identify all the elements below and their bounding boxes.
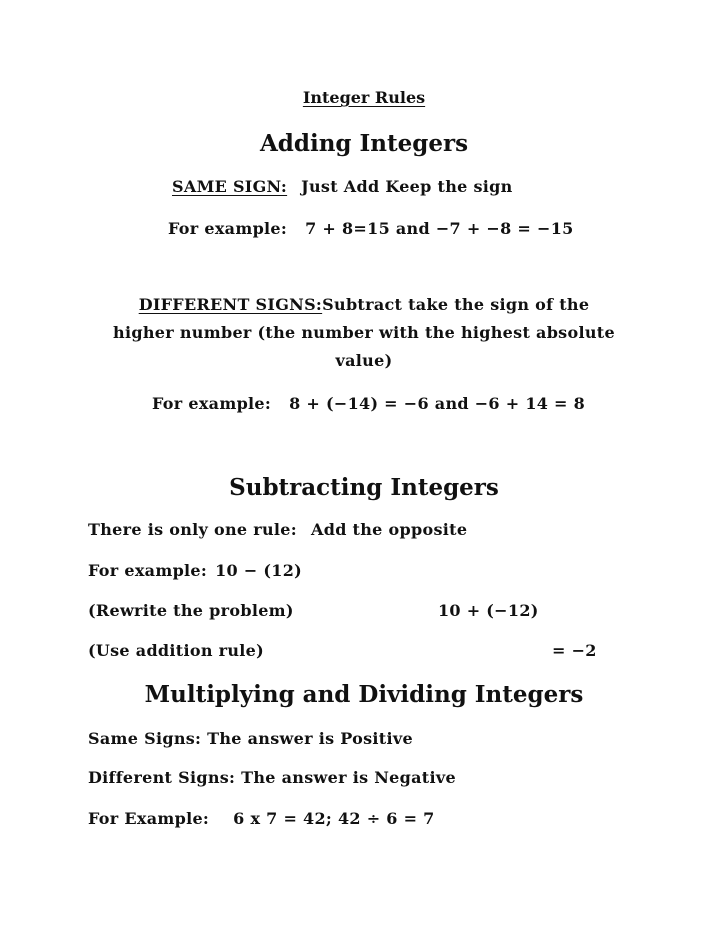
adding-example-2 xyxy=(152,394,585,413)
different-signs-line-3: value) xyxy=(335,351,393,370)
different-signs-line-2: higher number (the number with the highest absolute xyxy=(113,323,615,342)
subtract-example-line xyxy=(88,561,302,580)
adding-example-2-label: For example: xyxy=(152,394,272,413)
same-sign-line xyxy=(172,177,513,196)
subtract-rule-label: There is only one rule: xyxy=(88,520,297,539)
same-sign-label: SAME SIGN: xyxy=(172,177,288,196)
different-signs-rule-1: Subtract take the sign of the xyxy=(322,295,590,314)
document-title-text: Integer Rules xyxy=(302,88,426,107)
multiply-example-text: 6 x 7 = 42; 42 ÷ 6 = 7 xyxy=(233,809,435,828)
subtract-example-text: 10 − (12) xyxy=(215,561,303,580)
document-title xyxy=(0,88,728,107)
use-rule-label: (Use addition rule) xyxy=(88,641,265,660)
same-signs-rule: Same Signs: The answer is Positive xyxy=(88,729,413,748)
same-sign-rule: Just Add Keep the sign xyxy=(301,177,513,196)
subtract-rule-text: Add the opposite xyxy=(311,520,468,539)
multiply-example-line xyxy=(88,809,435,828)
rewrite-label: (Rewrite the problem) xyxy=(88,601,294,620)
subtract-example-label: For example: xyxy=(88,561,208,580)
subtracting-heading: Subtracting Integers xyxy=(229,474,499,501)
adding-example-1 xyxy=(168,219,574,238)
adding-example-1-text: 7 + 8=15 and −7 + −8 = −15 xyxy=(305,219,574,238)
different-signs-rule: Different Signs: The answer is Negative xyxy=(88,768,456,787)
different-signs-line-1 xyxy=(0,295,728,314)
adding-heading: Adding Integers xyxy=(259,130,469,157)
rewrite-text: 10 + (−12) xyxy=(438,601,539,620)
subtract-rule-line xyxy=(88,520,467,539)
multiply-example-label: For Example: xyxy=(88,809,210,828)
different-signs-label: DIFFERENT SIGNS: xyxy=(138,295,323,314)
adding-example-1-label: For example: xyxy=(168,219,288,238)
multiplying-heading: Multiplying and Dividing Integers xyxy=(144,681,584,708)
adding-example-2-text: 8 + (−14) = −6 and −6 + 14 = 8 xyxy=(289,394,586,413)
use-rule-text: = −2 xyxy=(552,641,597,660)
